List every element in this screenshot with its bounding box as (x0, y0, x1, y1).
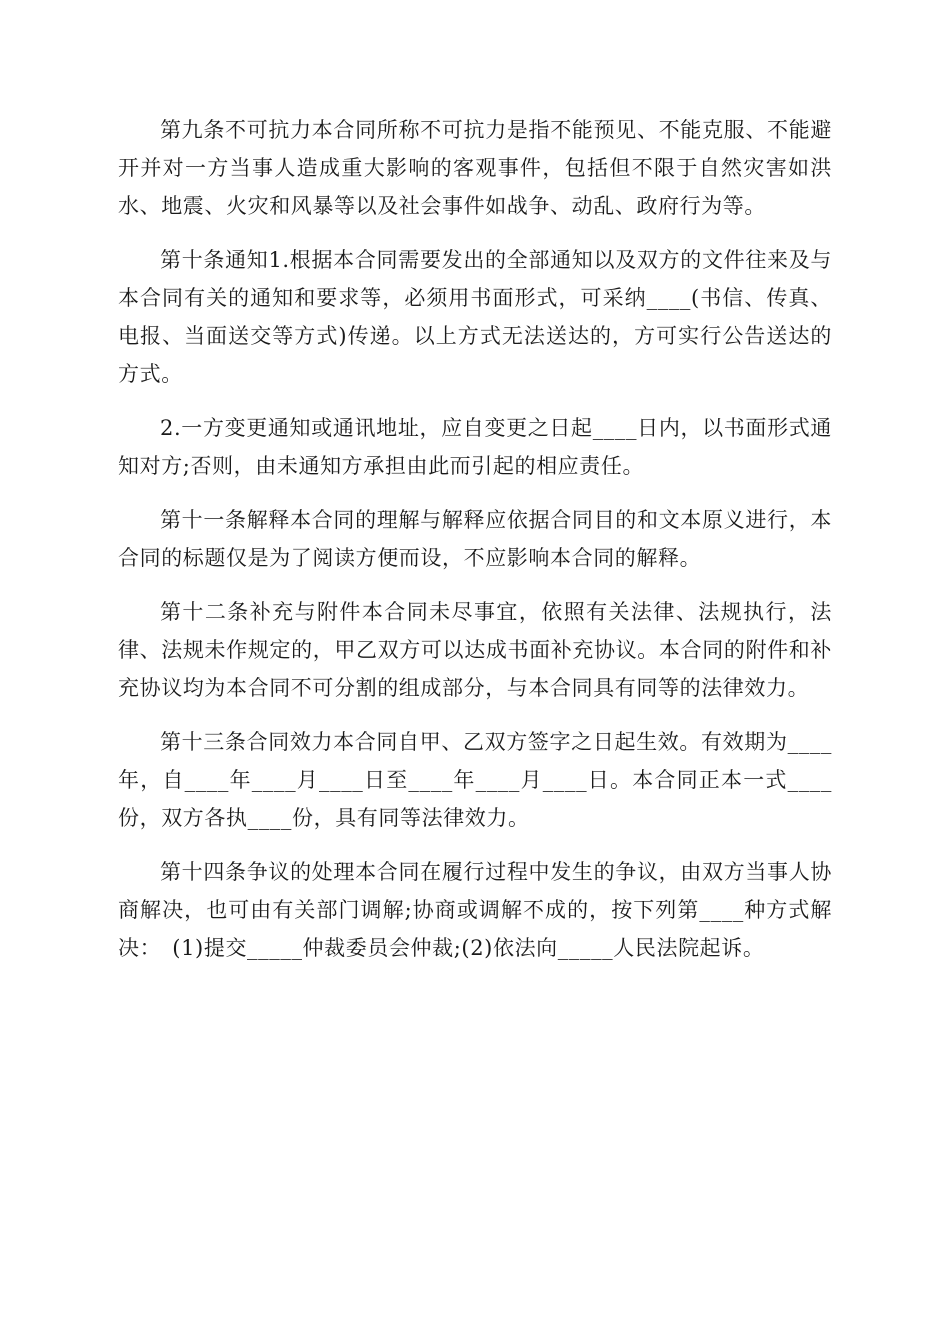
document-body (118, 111, 832, 983)
clause-12-supplement: 第十二条补充与附件本合同未尽事宜，依照有关法律、法规执行，法律、法规未作规定的，甲乙双方可以达成书面补充协议。本合同的附件和补充协议均为本合同不可分割的组成部分，与本合同具有同等的法律效力。 (118, 600, 832, 700)
clause-9-force-majeure: 第九条不可抗力本合同所称不可抗力是指不能预见、不能克服、不能避开并对一方当事人造成重大影响的客观事件，包括但不限于自然灾害如洪水、地震、火灾和风暴等以及社会事件如战争、动乱、政府行为等。 (118, 118, 832, 218)
clause-13-validity: 第十三条合同效力本合同自甲、乙双方签字之日起生效。有效期为____年，自____年____月____日至____年____月____日。本合同正本一式____份，双方各执____份，具有同等法律效力。 (118, 730, 832, 830)
clause-10-notice: 第十条通知1.根据本合同需要发出的全部通知以及双方的文件往来及与本合同有关的通知和要求等，必须用书面形式，可采纳____(书信、传真、电报、当面送交等方式)传递。以上方式无法送达的，方可实行公告送达的方式。 (118, 248, 832, 386)
clause-11-interpretation: 第十一条解释本合同的理解与解释应依据合同目的和文本原义进行，本合同的标题仅是为了阅读方便而设，不应影响本合同的解释。 (118, 508, 832, 570)
clause-14-dispute: 第十四条争议的处理本合同在履行过程中发生的争议，由双方当事人协商解决，也可由有关部门调解;协商或调解不成的，按下列第____种方式解决： (1)提交_____仲裁委员会仲裁;(2)依法向_____人民法院起诉。 (118, 860, 832, 960)
clause-10-address-change: 2.一方变更通知或通讯地址，应自变更之日起____日内，以书面形式通知对方;否则，由未通知方承担由此而引起的相应责任。 (118, 416, 832, 478)
